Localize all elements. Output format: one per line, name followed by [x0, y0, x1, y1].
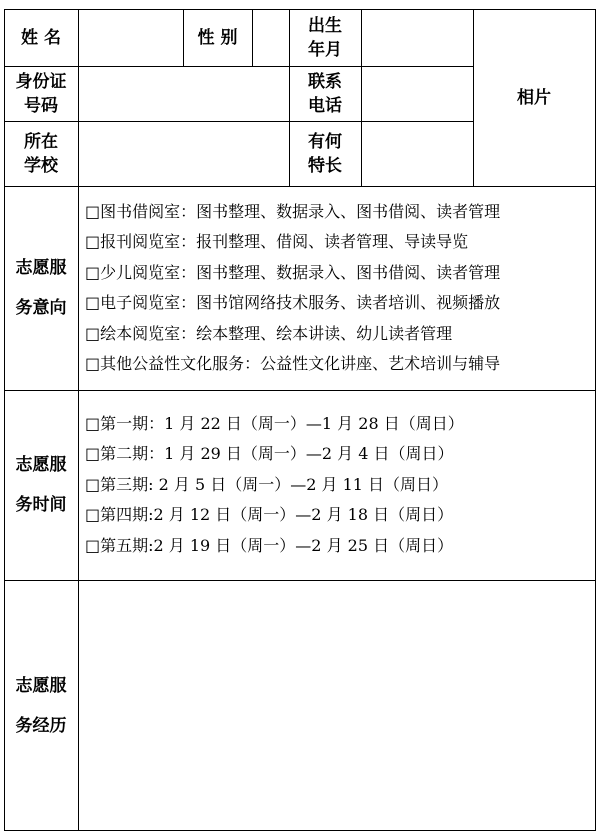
intention-option-children[interactable]: □少儿阅览室：图书整理、数据录入、图书借阅、读者管理 [85, 262, 501, 282]
info-bottom-divider [4, 186, 596, 187]
experience-label-line1: 志愿服 [15, 675, 67, 696]
phone-field[interactable] [361, 66, 473, 121]
intention-options [78, 186, 595, 390]
row2-divider [4, 121, 474, 122]
id-number-field[interactable] [78, 66, 289, 121]
time-option-period-2[interactable]: □第二期：1 月 29 日（周一）—2 月 4 日（周日） [85, 444, 454, 464]
name-label: 姓 名 [21, 27, 61, 48]
name-value-divider [183, 9, 184, 66]
intention-bottom-divider [4, 390, 596, 391]
id-label-line1: 身份证 [15, 71, 67, 92]
time-label [4, 390, 78, 580]
time-option-period-4[interactable]: □第四期:2 月 12 日（周一）—2 月 18 日（周日） [85, 505, 454, 525]
school-field[interactable] [78, 121, 289, 186]
border-top [4, 9, 596, 10]
time-option-period-1[interactable]: □第一期：1 月 22 日（周一）—1 月 28 日（周日） [85, 413, 464, 433]
intention-label [4, 186, 78, 390]
photo-box[interactable]: 相片 [517, 87, 551, 108]
id-label [4, 66, 78, 121]
gender-label: 性 别 [197, 27, 238, 48]
phone-label-line2: 电话 [308, 95, 342, 116]
time-label-line1: 志愿服 [15, 455, 67, 475]
intention-label-line1: 志愿服 [15, 258, 67, 278]
experience-label-line2: 务经历 [15, 715, 67, 736]
mid-column-divider [289, 9, 290, 186]
birth-label-line1: 出生 [308, 15, 342, 36]
intention-label-line2: 务意向 [15, 298, 67, 318]
time-options [78, 390, 595, 580]
row1-divider [4, 66, 474, 67]
intention-option-picture-book[interactable]: □绘本阅览室：绘本整理、绘本讲读、幼儿读者管理 [85, 323, 453, 343]
birth-label-line2: 年月 [308, 39, 342, 60]
experience-label [4, 580, 78, 831]
gender-field[interactable] [252, 9, 289, 66]
right-label-divider [361, 9, 362, 186]
talent-label-line2: 特长 [308, 155, 342, 176]
school-label [4, 121, 78, 186]
label-column-divider [78, 9, 79, 831]
intention-option-periodicals[interactable]: □报刊阅览室：报刊整理、借阅、读者管理、导读导览 [85, 232, 469, 251]
border-bottom [4, 830, 596, 831]
gender-label-divider [252, 9, 253, 66]
border-right [595, 9, 596, 831]
intention-option-other-services[interactable]: □其他公益性文化服务：公益性文化讲座、艺术培训与辅导 [85, 354, 501, 373]
birth-label [289, 9, 361, 66]
phone-label-line1: 联系 [308, 71, 342, 92]
talent-field[interactable] [361, 121, 473, 186]
time-label-line2: 务时间 [15, 495, 67, 515]
border-left [4, 9, 5, 831]
phone-label [289, 66, 361, 121]
experience-field[interactable] [78, 580, 595, 831]
school-label-line1: 所在 [24, 131, 58, 152]
photo-divider [473, 9, 474, 186]
intention-option-book-lending[interactable]: □图书借阅室：图书整理、数据录入、图书借阅、读者管理 [85, 201, 501, 221]
id-label-line2: 号码 [24, 95, 58, 116]
time-option-period-3[interactable]: □第三期: 2 月 5 日（周一）—2 月 11 日（周日） [85, 474, 449, 494]
talent-label [289, 121, 361, 186]
school-label-line2: 学校 [24, 155, 58, 176]
time-bottom-divider [4, 580, 596, 581]
talent-label-line1: 有何 [308, 131, 342, 152]
intention-option-electronic[interactable]: □电子阅览室：图书馆网络技术服务、读者培训、视频播放 [85, 293, 501, 312]
name-field[interactable] [78, 9, 183, 66]
time-option-period-5[interactable]: □第五期:2 月 19 日（周一）—2 月 25 日（周日） [85, 535, 454, 555]
birth-field[interactable] [361, 9, 473, 66]
